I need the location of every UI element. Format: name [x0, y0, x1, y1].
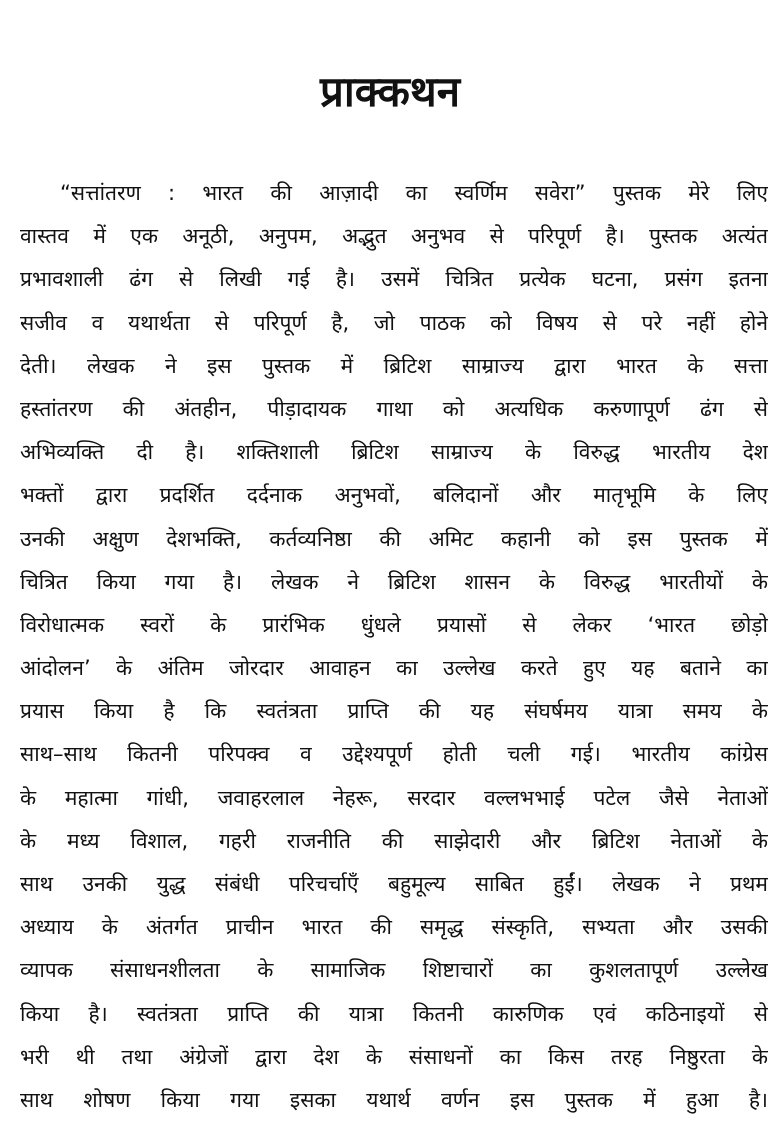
paragraph-line: भक्तों द्वारा प्रदर्शित दर्दनाक अनुभवों, बलिदानों और मातृभूमि के लिए: [20, 483, 768, 508]
page-title: प्राक्कथन: [319, 67, 461, 116]
paragraph-line: अध्याय के अंतर्गत प्राचीन भारत की समृद्ध संस्कृति, सभ्यता और उसकी: [20, 915, 768, 940]
paragraph-line: साथ शोषण किया गया इसका यथार्थ वर्णन इस पुस्तक में हुआ है।: [20, 1087, 768, 1112]
paragraph-line: अभिव्यक्ति दी है। शक्तिशाली ब्रिटिश साम्राज्य के विरुद्ध भारतीय देश: [20, 440, 768, 465]
paragraph-line: वास्तव में एक अनूठी, अनुपम, अद्भुत अनुभव से परिपूर्ण है। पुस्तक अत्यंत: [20, 224, 768, 249]
paragraph-line: प्रभावशाली ढंग से लिखी गई है। उसमें चित्रित प्रत्येक घटना, प्रसंग इतना: [20, 267, 768, 292]
paragraph-line: प्रयास किया है कि स्वतंत्रता प्राप्ति की यह संघर्षमय यात्रा समय के: [20, 699, 768, 724]
paragraph-line: विरोधात्मक स्वरों के प्रारंभिक धुंधले प्रयासों से लेकर ‘भारत छोड़ो: [20, 612, 768, 637]
paragraph-line: के महात्मा गांधी, जवाहरलाल नेहरू, सरदार वल्लभभाई पटेल जैसे नेताओं: [20, 785, 768, 810]
paragraph-line: साथ उनकी युद्ध संबंधी परिचर्चाएँ बहुमूल्य साबित हुईं। लेखक ने प्रथम: [20, 872, 768, 896]
paragraph-line: आंदोलन’ के अंतिम जोरदार आवाहन का उल्लेख करते हुए यह बताने का: [20, 656, 768, 681]
paragraph-line: साथ–साथ कितनी परिपक्व व उद्देश्यपूर्ण होती चली गई। भारतीय कांग्रेस: [20, 742, 768, 767]
paragraph-line: “सत्तांतरण : भारत की आज़ादी का स्वर्णिम सवेरा” पुस्तक मेरे लिए: [60, 181, 768, 205]
paragraph-line: देती। लेखक ने इस पुस्तक में ब्रिटिश साम्राज्य द्वारा भारत के सत्ता: [20, 353, 768, 378]
paragraph-line: चित्रित किया गया है। लेखक ने ब्रिटिश शासन के विरुद्ध भारतीयों के: [20, 569, 768, 594]
paragraph-line: के मध्य विशाल, गहरी राजनीति की साझेदारी और ब्रिटिश नेताओं के: [20, 828, 768, 853]
paragraph-line: हस्तांतरण की अंतहीन, पीड़ादायक गाथा को अत्यधिक करुणापूर्ण ढंग से: [20, 396, 768, 421]
paragraph-line: भरी थी तथा अंग्रेजों द्वारा देश के संसाधनों का किस तरह निष्ठुरता के: [20, 1044, 768, 1069]
preface-paragraph: [20, 172, 768, 1122]
paragraph-line: किया है। स्वतंत्रता प्राप्ति की यात्रा कितनी कारुणिक एवं कठिनाइयों से: [20, 1001, 768, 1026]
paragraph-line: सजीव व यथार्थता से परिपूर्ण है, जो पाठक को विषय से परे नहीं होने: [20, 310, 768, 335]
paragraph-line: उनकी अक्षुण देशभक्ति, कर्तव्यनिष्ठा की अमिट कहानी को इस पुस्तक में: [20, 526, 768, 551]
paragraph-line: व्यापक संसाधनशीलता के सामाजिक शिष्टाचारों का कुशलतापूर्ण उल्लेख: [20, 958, 768, 983]
